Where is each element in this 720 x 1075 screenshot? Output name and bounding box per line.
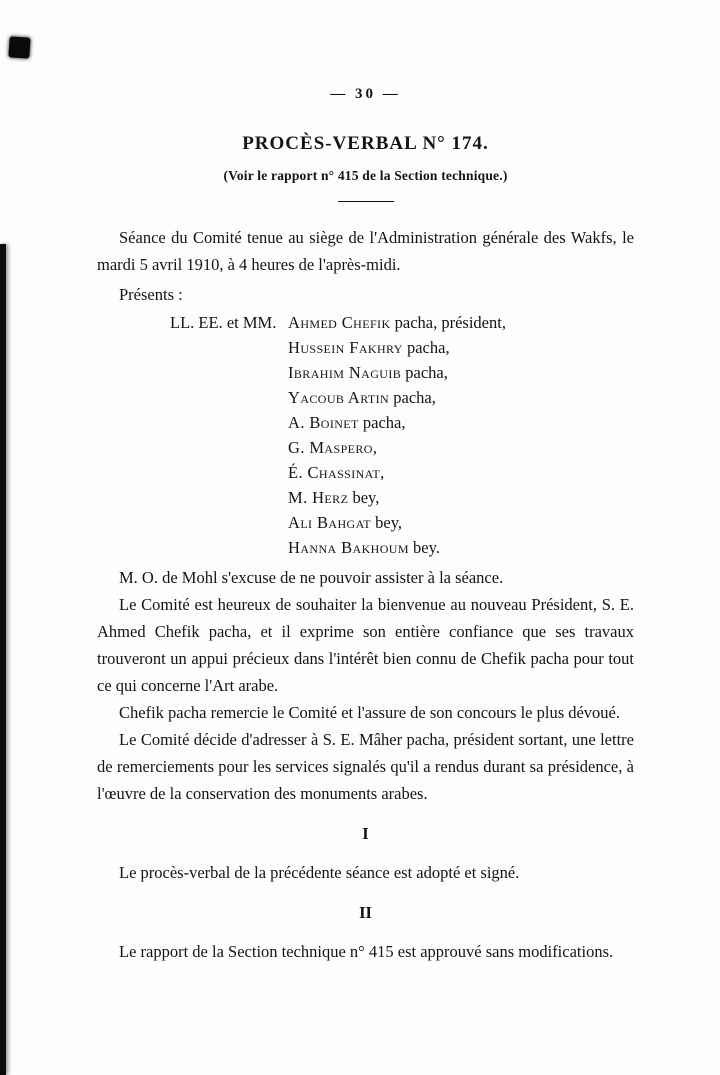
attendee-line — [170, 485, 634, 510]
attendee-suffix: pacha, — [401, 363, 448, 382]
scan-artifact-corner-blot — [8, 36, 30, 58]
attendee-suffix: pacha, — [402, 338, 450, 357]
attendee-line — [170, 460, 634, 485]
attendee-name: Ali Bahgat — [288, 513, 372, 532]
attendee-name: A. Boinet — [288, 413, 359, 432]
section-2 — [97, 903, 634, 965]
attendee-line — [170, 385, 634, 410]
section-2-heading: II — [359, 903, 372, 922]
presents-label: Présents : — [119, 285, 183, 304]
paragraph-mohl: M. O. de Mohl s'excuse de ne pouvoir assister à la séance. — [119, 568, 504, 587]
divider-rule — [338, 201, 394, 202]
attendee-name: Hanna Bakhoum — [288, 538, 409, 557]
attendee-suffix: , — [372, 438, 377, 457]
attendee-name: Yacoub Artin — [288, 388, 390, 407]
section-1-text: Le procès-verbal de la précédente séance est adopté et signé. — [119, 863, 520, 882]
attendee-line — [170, 335, 634, 360]
paragraph-seance: Séance du Comité tenue au siège de l'Administration générale des Wakfs, le mardi 5 avril 1910, à 4 heures de l'après-midi. — [97, 228, 634, 274]
attendee-name: É. Chassinat — [288, 463, 381, 482]
section-2-text: Le rapport de la Section technique n° 415 est approuvé sans modifications. — [119, 942, 614, 961]
attendee-suffix: bey, — [348, 488, 380, 507]
page-number: — 30 — — [330, 86, 401, 102]
attendee-name: Ibrahim Naguib — [288, 363, 402, 382]
attendees-list — [170, 310, 634, 560]
attendee-line — [170, 310, 634, 335]
attendee-line — [170, 510, 634, 535]
attendee-suffix: bey, — [371, 513, 403, 532]
section-1 — [97, 824, 634, 886]
attendee-name: Hussein Fakhry — [288, 338, 403, 357]
scan-artifact-left-edge — [0, 244, 6, 1075]
attendee-line — [170, 535, 634, 560]
page-title: PROCÈS-VERBAL N° 174. — [242, 133, 489, 154]
attendees-prefix: LL. EE. et MM. — [170, 313, 277, 332]
text-block — [97, 86, 634, 965]
paragraph-lettre: Le Comité décide d'adresser à S. E. Mâher pacha, président sortant, une lettre de remerciements pour les services signalés qu'il a rendus durant sa présidence, à l'œuvre de la conservation des monuments arabes. — [97, 730, 634, 803]
attendee-line — [170, 435, 634, 460]
attendee-suffix: pacha, — [358, 413, 406, 432]
page-subtitle: (Voir le rapport n° 415 de la Section technique.) — [223, 168, 508, 183]
attendee-suffix: pacha, — [389, 388, 436, 407]
attendee-suffix: , — [380, 463, 385, 482]
attendee-name: Ahmed Chefik — [288, 313, 391, 332]
attendee-line — [170, 410, 634, 435]
paragraph-remercie: Chefik pacha remercie le Comité et l'assure de son concours le plus dévoué. — [119, 703, 621, 722]
attendee-suffix: bey. — [408, 538, 440, 557]
paragraph-bienvenue: Le Comité est heureux de souhaiter la bienvenue au nouveau Président, S. E. Ahmed Chefik pacha, et il exprime son entière confiance que ses travaux trouveront un appui précieux dans l'intérêt bien connu de Chefik pacha pour tout ce qui concerne l'Art arabe. — [97, 595, 634, 695]
attendee-line — [170, 360, 634, 385]
section-1-heading: I — [362, 824, 369, 843]
attendee-name: G. Maspero — [288, 438, 373, 457]
attendee-suffix: pacha, président, — [390, 313, 506, 332]
attendee-name: M. Herz — [288, 488, 349, 507]
